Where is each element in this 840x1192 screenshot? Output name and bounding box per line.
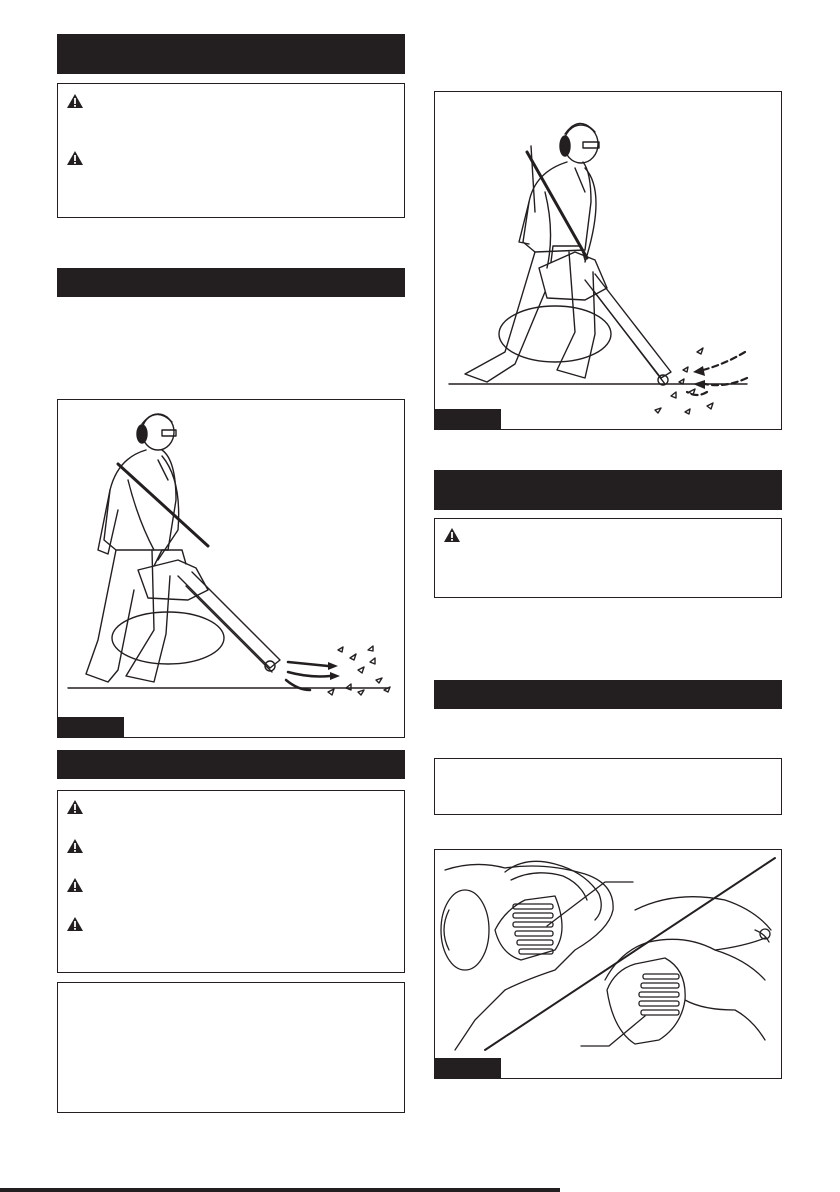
section-header-5 (434, 680, 782, 709)
section-header-3 (57, 750, 405, 779)
warning-triangle-icon (66, 877, 84, 893)
warning-triangle-icon (443, 527, 461, 543)
warning-box-3 (434, 518, 782, 598)
figure-1-tag (58, 717, 124, 737)
warning-box-1 (57, 83, 405, 218)
figure-3 (434, 849, 782, 1079)
note-box-2 (434, 758, 782, 815)
blower-operator-illustration (58, 400, 403, 736)
vacuum-operator-illustration (435, 92, 780, 428)
page-bottom-strip (0, 1188, 560, 1192)
figure-2 (434, 91, 782, 430)
warning-triangle-icon (66, 93, 84, 109)
figure-1 (57, 399, 405, 738)
section-header-4 (434, 470, 782, 510)
warning-triangle-icon (66, 150, 84, 166)
warning-triangle-icon (66, 838, 84, 854)
section-header-2 (57, 268, 405, 297)
air-vent-illustration (435, 850, 780, 1077)
warning-box-2 (57, 790, 405, 973)
figure-3-tag (435, 1058, 501, 1078)
warning-triangle-icon (66, 799, 84, 815)
note-box-1 (57, 982, 405, 1113)
warning-triangle-icon (66, 916, 84, 932)
figure-2-tag (435, 409, 501, 429)
section-header-1 (57, 34, 405, 74)
